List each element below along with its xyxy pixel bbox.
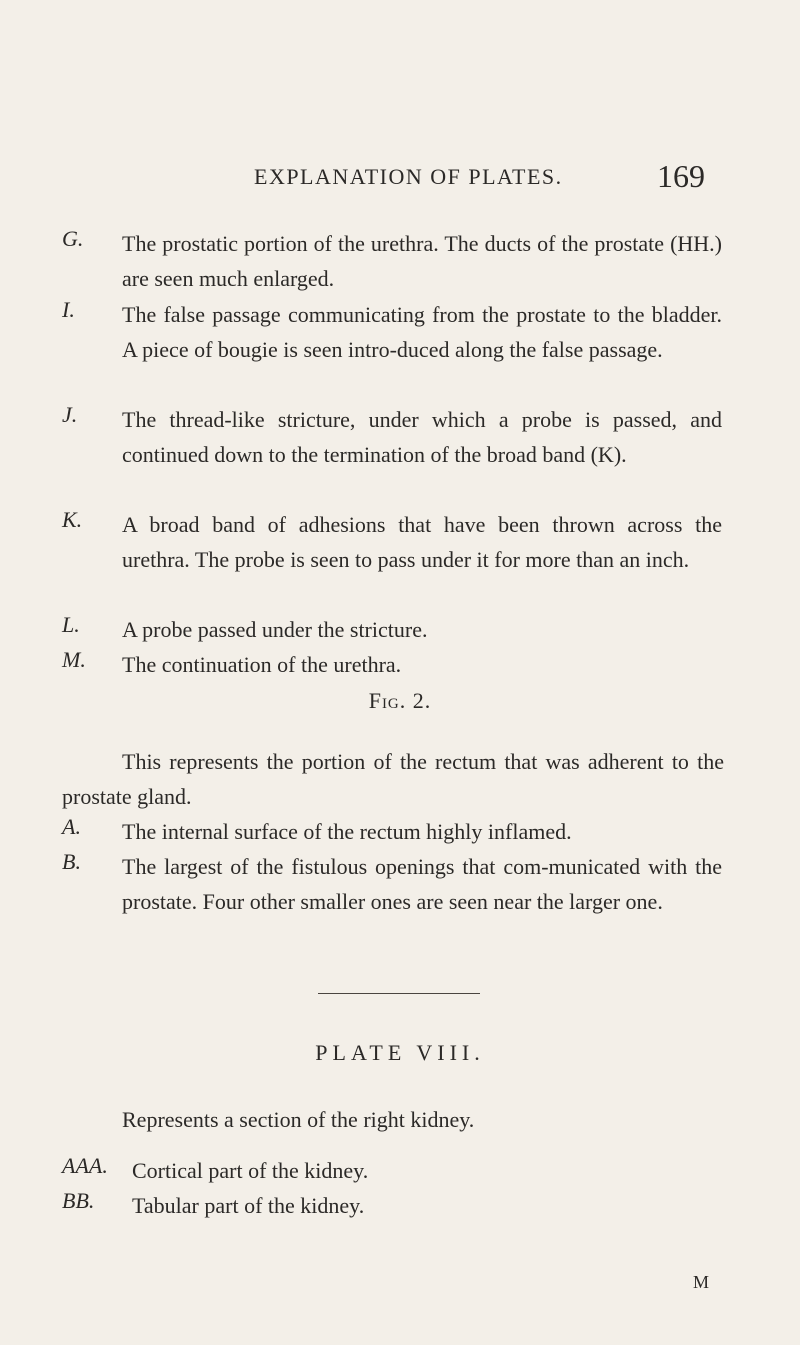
- legend-key: B.: [62, 849, 81, 874]
- legend-text: The false passage communicating from the prostate to the bladder. A piece of bougie is seen intro-duced along the false passage.: [122, 302, 722, 362]
- legend-entry-k: [62, 507, 722, 577]
- section-divider: [318, 993, 480, 994]
- figure-heading: [0, 688, 800, 714]
- running-head: EXPLANATION OF PLATES.: [254, 164, 563, 189]
- page-number: 169: [657, 158, 705, 194]
- legend-text: Tabular part of the kidney.: [132, 1193, 365, 1218]
- signature-mark: M: [693, 1272, 710, 1292]
- legend-key: I.: [62, 297, 75, 322]
- legend-entry-bb: [62, 1188, 722, 1223]
- figure-2-intro: This represents the portion of the rectum that was adherent to the prostate gland.: [62, 749, 724, 809]
- plate-heading: PLATE VIII.: [315, 1040, 485, 1065]
- plate-8-intro: Represents a section of the right kidney.: [122, 1107, 475, 1132]
- legend-text: The continuation of the urethra.: [122, 652, 402, 677]
- legend-text: The internal surface of the rectum highly inflamed.: [122, 819, 572, 844]
- legend-key: AAA.: [62, 1153, 108, 1178]
- legend-text: The largest of the fistulous openings that com-municated with the prostate. Four other smaller ones are seen near the larger one.: [122, 854, 722, 914]
- legend-text: A broad band of adhesions that have been thrown across the urethra. The probe is seen to pass under it for more than an inch.: [122, 512, 722, 572]
- legend-key: M.: [62, 647, 86, 672]
- legend-key: K.: [62, 507, 83, 532]
- legend-key: BB.: [62, 1188, 95, 1213]
- legend-key: L.: [62, 612, 80, 637]
- legend-entry-aaa: [62, 1153, 722, 1188]
- figure-heading-text: Fig. 2.: [368, 688, 432, 713]
- legend-entry-g: [62, 226, 722, 296]
- legend-text: Cortical part of the kidney.: [132, 1158, 369, 1183]
- legend-entry-a: [62, 814, 722, 849]
- legend-key: G.: [62, 226, 84, 251]
- legend-entry-b: [62, 849, 722, 919]
- legend-text: The prostatic portion of the urethra. The ducts of the prostate (HH.) are seen much enlarged.: [122, 231, 722, 291]
- legend-entry-j: [62, 402, 722, 472]
- legend-text: The thread-like stricture, under which a probe is passed, and continued down to the termination of the broad band (K).: [122, 407, 722, 467]
- legend-entry-i: [62, 297, 722, 367]
- page-header: [0, 160, 800, 200]
- legend-key: A.: [62, 814, 81, 839]
- legend-text: A probe passed under the stricture.: [122, 617, 428, 642]
- legend-entry-m: [62, 647, 722, 682]
- legend-key: J.: [62, 402, 78, 427]
- legend-entry-l: [62, 612, 722, 647]
